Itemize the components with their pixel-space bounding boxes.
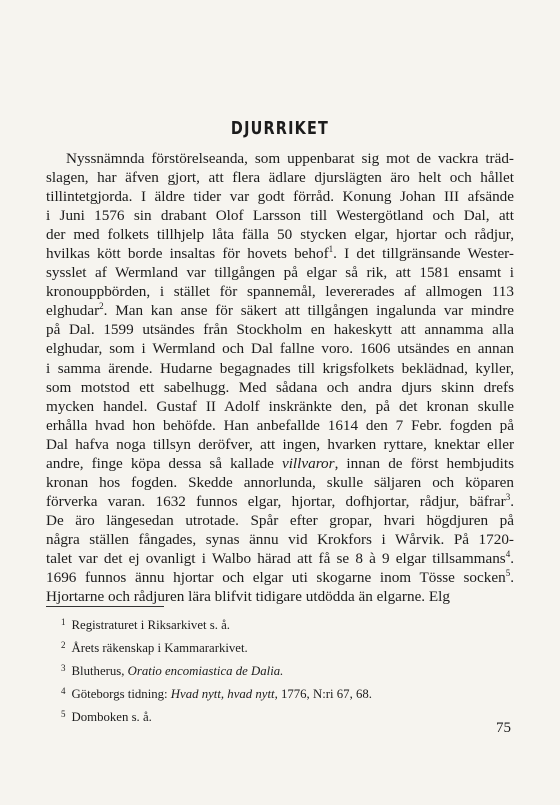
italic-term: villvaror [281, 454, 335, 472]
text-line: der med folkets tillhjelp låta fälla 50 stycken elgar, hjortar och rådjur, [46, 226, 514, 244]
text-line: talet var det ej ovanligt i Walbo härad att få se 8 à 9 elgar tillsammans$^4$. [46, 548, 514, 567]
footnote-5 [61, 704, 521, 727]
footnote-2 [61, 635, 521, 658]
text-line: Hjortarne och rådjuren lära blifvit tidigare utdödda än elgarne. Elg [46, 588, 450, 606]
body-text [46, 149, 514, 606]
text-line: De äro längesedan utrotade. Spår efter gropar, hvari högdjuren på [46, 511, 514, 529]
footnote-ref: 3 [505, 491, 511, 502]
text-line: slagen, har äfven gjort, att flera ädlare djurslägten äro helt och hållet [46, 169, 514, 187]
text-line: förverka varan. 1632 funnos elgar, hjortar, dofhjortar, rådjur, bäfrar$^3$. [46, 491, 514, 510]
text-line: i samma ärende. Hudarne begagnades till krigsfolkets beklädnad, kyller, [46, 359, 514, 377]
footnote-text: Blutherus, [71, 664, 128, 678]
footnote-number: 4 [61, 686, 66, 696]
footnote-number: 1 [61, 617, 66, 627]
footnote-text: Domboken s. å. [71, 710, 152, 724]
chapter-heading: DJURRIKET [230, 118, 330, 139]
footnote-text: Årets räkenskap i Kammararkivet. [71, 641, 248, 655]
text-line: som motstod ett sabelhugg. Med sådana och andra djurs skinn drefs [46, 378, 514, 396]
footnote-ref: 5 [505, 568, 511, 579]
footnote-number: 3 [61, 663, 66, 673]
footnote-3 [61, 658, 521, 681]
text-line: Dal hafva noga tillsyn deröfver, att ingen, hvarken ryttare, knektar eller [46, 435, 514, 453]
footnote-ref: 2 [99, 301, 104, 312]
text-line: hvilkas kött borde insaltas för hovets behof$^1$. I det tillgränsande Wester- [46, 244, 514, 263]
footnote-title: Oratio encomiastica de Dalia. [127, 664, 284, 678]
footnote-rule [46, 606, 164, 607]
text-line: kronan hos fogden. Skedde annorlunda, skulle säljaren och köparen [46, 473, 514, 491]
footnote-text: Göteborgs tidning: [71, 687, 171, 701]
footnote-text-after: 1776, N:ri 67, 68. [277, 687, 372, 701]
text-line: 1696 funnos ännu hjortar och elgar uti skogarne inom Tösse socken$^5$. [46, 568, 514, 587]
footnote-ref: 1 [328, 244, 334, 255]
footnote-number: 2 [61, 640, 66, 650]
footnote-title: Hvad nytt, hvad nytt, [170, 687, 278, 701]
text-line: Nyssnämnda förstörelseanda, som uppenbarat sig mot de vackra träd- [66, 150, 514, 167]
footnote-text: Registraturet i Riksarkivet s. å. [71, 618, 231, 632]
text-line: några ställen fångades, synas ännu vid Krokfors i Wårvik. På 1720- [46, 530, 514, 548]
text-line: i Juni 1576 sin drabant Olof Larsson till Westergötland och Dal, att [46, 207, 514, 225]
footnote-number: 5 [61, 709, 66, 719]
footnote-ref: 4 [505, 548, 511, 559]
text-line: erhålla hvad hon behöfde. Han anbefallde 1614 den 7 Febr. fogden på [46, 416, 514, 434]
text-line: elghudar$^2$. Man kan anse för säkert att tillgången ingalunda var mindre [46, 301, 514, 320]
text-line: andre, finge köpa dessa så kallade villvaror, innan de först hembjudits [46, 454, 514, 472]
footnote-1 [61, 612, 521, 635]
text-line: kronouppbörden, i stället för spannemål, levererades af allmogen 113 [46, 283, 514, 301]
text-line: tillintetgjorda. I äldre tider var godt förråd. Konung Johan III afsände [46, 188, 514, 206]
text-line: mycken handel. Gustaf II Adolf inskränkte den, på det kronan skulle [46, 397, 514, 415]
text-line: elghudar, som i Wermland och Dal fallne voro. 1606 utsändes en annan [46, 340, 514, 358]
text-line: på Dal. 1599 utsändes från Stockholm en hakeskytt att annamma alla [46, 321, 514, 339]
page-number: 75 [496, 720, 511, 736]
footnotes-list [61, 612, 521, 727]
text-line: sysslet af Wermland var tillgången på elgar så rik, att 1581 ensamt i [46, 264, 514, 282]
footnote-4 [61, 681, 521, 704]
